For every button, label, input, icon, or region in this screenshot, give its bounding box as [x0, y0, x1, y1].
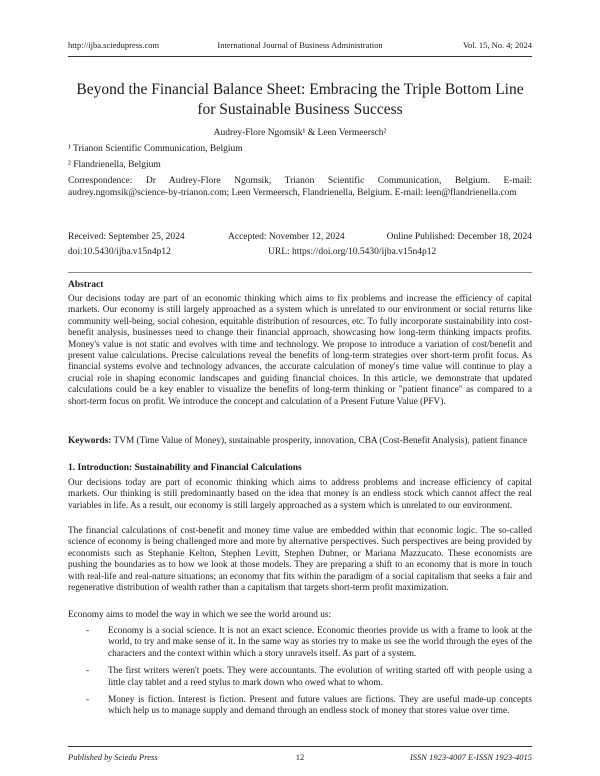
affiliation-1: ¹ Trianon Scientific Communication, Belgium — [68, 144, 243, 154]
running-header — [68, 40, 532, 54]
correspondence: Correspondence: Dr Audrey-Flore Ngomsik, Trianon Scientific Communication, Belgium. E-mail: audrey.ngomsik@science-by-trianon.com; Leen Vermeersch, Flandrienella, Belgium. E-mail: leen@flandrienella.com — [68, 176, 532, 198]
keywords — [68, 436, 532, 447]
article-title — [60, 80, 540, 120]
bullet-list — [68, 626, 532, 724]
doi[interactable]: doi:10.5430/ijba.v15n4p12 — [68, 247, 171, 257]
affiliation-2: ² Flandrienella, Belgium — [68, 160, 161, 170]
dates-rule — [68, 272, 532, 273]
doi-url[interactable]: URL: https://doi.org/10.5430/ijba.v15n4p12 — [268, 247, 437, 257]
abstract-heading: Abstract — [68, 280, 104, 290]
intro-paragraph-3: Economy aims to model the way in which we see the world around us: — [68, 610, 332, 620]
keywords-list: TVM (Time Value of Money), sustainable prosperity, innovation, CBA (Cost-Benefit Analysis), patient finance — [113, 436, 528, 446]
abstract-text: Our decisions today are part of an economic thinking which aims to fix problems and increase the efficiency of capital markets. Our economy is still largely approached as a system which is unrelated to our environment or social returns like community well-being, social cohesion, equitable distribution of resources, etc. To fully incorporate sustainability into cost-benefit analysis, businesses need to change their financial approach, showcasing how long-term thinking impacts profits. Money's value is not static and evolves with time and technology. We propose to introduce a variation of cost/benefit and present value calculations. Precise calculations reveal the benefits of long-term strategies over short-term profit focus. As financial systems evolve and technology advances, the accurate calculation of money's time value will continue to play a crucial role in shaping economic landscapes and guiding financial choices. In this article, we demonstrate that updated calculations could be a key enabler to visualize the benefits of long-term thinking or "patient finance" as compared to a short-term focus on profit. We introduce the concept and calculation of a Present Future Value (PFV). — [68, 294, 532, 407]
journal-url[interactable]: http://ijba.sciedupress.com — [68, 40, 160, 50]
intro-paragraph-2: The financial calculations of cost-benefit and money time value are embedded within that economic logic. The so-called science of economy is being challenged more and more by alternative perspectives. Such perspectives are being provided by economists such as Stephanie Kelton, Stephen Levitt, Stephen Dubner, or Mariana Mazzucato. These economists are pushing the boundaries as to how we look at those models. They are preparing a shift to an economy that is more in touch with real-life and real-nature situations; an economy that fits within the paradigm of a social capitalism that seeks a fair and regenerative distribution of wealth rather than a capitalism that targets short-term profit maximization. — [68, 526, 532, 594]
published-date: Online Published: December 18, 2024 — [386, 232, 532, 242]
received-date: Received: September 25, 2024 — [68, 232, 185, 242]
accepted-date: Accepted: November 12, 2024 — [228, 232, 345, 242]
section-1-heading: 1. Introduction: Sustainability and Financial Calculations — [68, 463, 302, 473]
issn: ISSN 1923-4007 E-ISSN 1923-4015 — [409, 752, 532, 762]
footer-rule — [68, 746, 532, 747]
journal-name: International Journal of Business Administration — [217, 40, 383, 50]
list-item: - Money is fiction. Interest is fiction. Present and future values are fictions. They are useful made-up concepts which help us to manage supply and demand through an endless stock of money that stores value over time. — [86, 695, 532, 717]
authors: Audrey-Flore Ngomsik¹ & Leen Vermeersch² — [213, 128, 387, 138]
list-item: - Economy is a social science. It is not an exact science. Economic theories provide us with a frame to look at the world, to try and make sense of it. In the same way as stories try to make us see the world through the eyes of the characters and the context within which a story unravels itself. As part of a system. — [86, 626, 532, 659]
publisher: Published by Sciedu Press — [68, 752, 158, 762]
intro-paragraph-1: Our decisions today are part of economic thinking which aims to address problems and increase efficiency of capital markets. Our thinking is still predominantly based on the idea that money is an endless stock which cannot affect the real variables in life. As a result, our economy is still largely approached as a system which is unrelated to our environment. — [68, 478, 532, 511]
header-rule — [68, 56, 532, 57]
volume-info: Vol. 15, No. 4; 2024 — [462, 40, 532, 50]
page-number: 12 — [295, 752, 305, 762]
list-item: - The first writers weren't poets. They were accountants. The evolution of writing started off with people using a little clay tablet and a reed stylus to mark down who owed what to whom. — [86, 666, 532, 688]
title-line-1: Beyond the Financial Balance Sheet: Embracing the Triple Bottom Line — [76, 81, 524, 98]
title-line-2: for Sustainable Business Success — [197, 101, 403, 118]
keywords-label: Keywords: — [68, 436, 112, 446]
